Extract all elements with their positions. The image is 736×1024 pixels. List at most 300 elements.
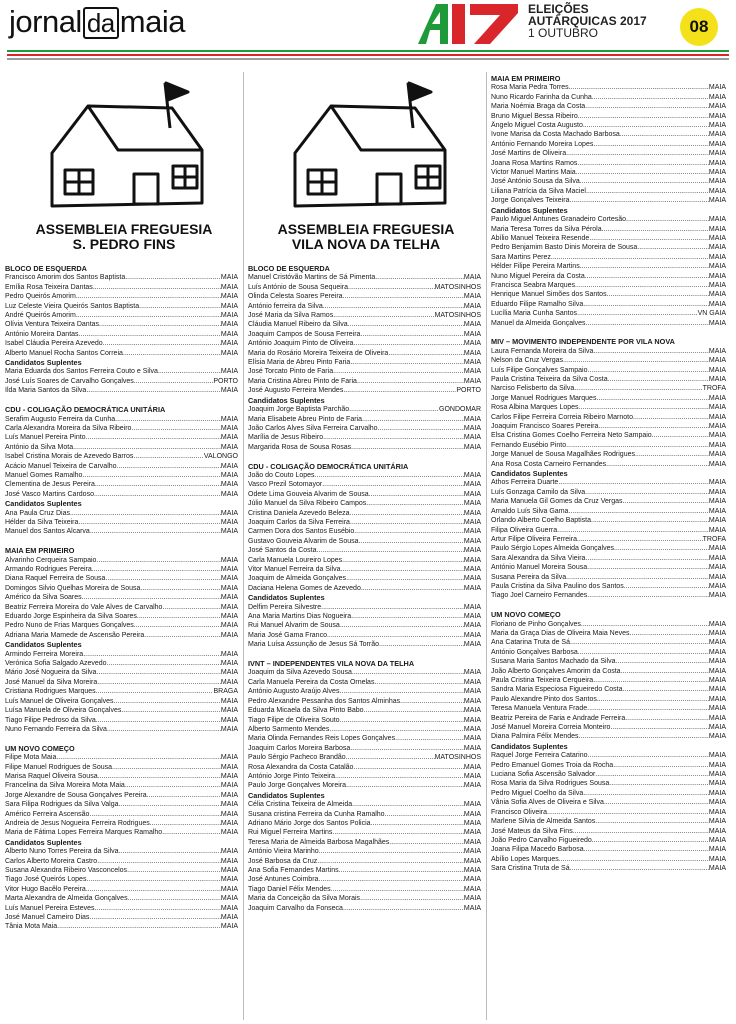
candidate-row	[248, 894, 481, 903]
candidate-municipality: MAIA	[708, 319, 726, 327]
candidate-name: José Maria da Silva Ramos	[248, 312, 334, 320]
candidate-municipality: MAIA	[463, 848, 481, 856]
candidate-municipality: MAIA	[463, 810, 481, 818]
candidate-name: Ana Rosa Costa Carneiro Fernandes	[491, 460, 607, 468]
candidate-name: José Barbosa da Cruz	[248, 857, 318, 865]
candidate-municipality: MAIA	[708, 404, 726, 412]
candidate-name: André Queirós Amorim	[5, 312, 76, 320]
dot-leader	[576, 168, 709, 177]
candidate-name: José Martins de Oliveira	[491, 150, 567, 158]
candidate-name: Beatriz Ferreira Moreira do Vale Alves de Carvalho	[5, 603, 163, 611]
page-number-badge: 08	[680, 8, 718, 46]
candidate-municipality: MATOSINHOS	[434, 312, 481, 320]
candidate-name: António Joaquim Pinto de Oliveira	[248, 340, 354, 348]
dot-leader	[630, 629, 709, 638]
candidate-municipality: PORTO	[213, 377, 238, 385]
dot-leader	[119, 800, 221, 809]
house-icon	[283, 78, 453, 223]
candidate-row	[491, 384, 726, 393]
candidate-name: Elísia Maria de Abreu Pinto Faria	[248, 359, 351, 367]
candidate-name: Maria da Conceição da Silva Morais	[248, 895, 361, 903]
candidate-municipality: MAIA	[220, 631, 238, 639]
candidate-municipality: MAIA	[708, 272, 726, 280]
candidate-name: Tiago Daniel Félix Mendes	[248, 885, 331, 893]
dot-leader	[379, 640, 464, 649]
candidate-row	[5, 857, 238, 866]
candidate-municipality: MAIA	[708, 394, 726, 402]
candidate-row	[5, 574, 238, 583]
candidate-name: Francisco Amorim dos Santos Baptista	[5, 274, 126, 282]
candidate-municipality: MAIA	[708, 451, 726, 459]
candidate-municipality: MAIA	[220, 415, 238, 423]
candidate-row	[491, 629, 726, 638]
candidate-name: Marta Alexandra de Almeida Gonçalves	[5, 895, 128, 903]
candidate-municipality: MAIA	[220, 613, 238, 621]
candidate-row	[491, 751, 726, 760]
candidate-row	[248, 339, 481, 348]
candidate-row	[5, 509, 238, 518]
candidate-name: António Moreira Dantas	[5, 330, 79, 338]
candidate-name: Manuel dos Santos Alcarva	[5, 528, 90, 536]
candidate-name: António Manuel Moreira Sousa	[491, 564, 588, 572]
candidate-municipality: MAIA	[708, 714, 726, 722]
dot-leader	[346, 574, 464, 583]
dot-leader	[595, 770, 709, 779]
candidate-name: Hélder da Silva Teixeira	[5, 518, 79, 526]
dot-leader	[82, 593, 221, 602]
candidate-municipality: MAIA	[708, 150, 726, 158]
candidate-municipality: MAIA	[463, 415, 481, 423]
candidate-municipality: MAIA	[708, 300, 726, 308]
dot-leader	[144, 631, 221, 640]
party-heading: MIV – MOVIMENTO INDEPENDENTE POR VILA NOVA	[491, 337, 675, 347]
candidate-municipality: MAIA	[220, 754, 238, 762]
candidate-name: Alberto Manuel Rocha Santos Correia	[5, 349, 123, 357]
candidate-row	[248, 716, 481, 725]
candidate-municipality: MAIA	[463, 518, 481, 526]
candidate-municipality: MAIA	[463, 669, 481, 677]
newspaper-logo	[9, 4, 185, 40]
dot-leader	[635, 450, 709, 459]
candidate-municipality: MAIA	[708, 517, 726, 525]
candidate-row	[5, 659, 238, 668]
candidate-municipality: MAIA	[708, 460, 726, 468]
section-gap	[491, 601, 726, 610]
party-heading: MAIA EM PRIMEIRO	[491, 74, 561, 83]
dot-leader	[331, 885, 464, 894]
candidate-row	[5, 584, 238, 593]
candidate-name: Joaquim Francisco Soares Pereira	[491, 423, 599, 431]
logo-text-pre: jornal	[9, 4, 82, 39]
candidate-name: Joaquim Carlos Moreira Barbosa	[248, 744, 351, 752]
candidate-municipality: MAIA	[220, 509, 238, 517]
column-divider	[486, 72, 487, 1020]
substitutes-heading: Candidatos Suplentes	[491, 205, 568, 215]
candidate-name: João Pedro Carvalho Figueiredo	[491, 836, 592, 844]
candidate-row	[491, 234, 726, 243]
dot-leader	[86, 875, 220, 884]
dot-leader	[588, 366, 709, 375]
candidate-row	[5, 292, 238, 301]
dot-leader	[79, 330, 221, 339]
dot-leader	[350, 518, 464, 527]
dot-leader	[388, 349, 464, 358]
candidate-municipality: MAIA	[708, 724, 726, 732]
candidate-municipality: MAIA	[708, 789, 726, 797]
candidate-row	[248, 828, 481, 837]
candidate-municipality: MAIA	[220, 678, 238, 686]
candidate-row	[248, 904, 481, 913]
dot-leader	[89, 810, 220, 819]
dot-leader	[360, 894, 464, 903]
candidate-municipality: VN GAIA	[697, 310, 726, 318]
candidate-name: Vasco Prezil Sotomayor	[248, 481, 323, 489]
candidate-row	[491, 281, 726, 290]
dot-leader	[569, 196, 708, 205]
candidate-name: Carlos Alberto Moreira Castro	[5, 857, 98, 865]
candidate-name: Nuno Miguel Pereira da Costa	[491, 272, 585, 280]
candidate-municipality: MAIA	[708, 846, 726, 854]
candidate-municipality: MAIA	[463, 566, 481, 573]
candidate-name: Pedro Emanuel Gomes Troia da Rocha	[491, 761, 614, 769]
candidate-row	[5, 490, 238, 499]
dot-leader	[333, 367, 464, 376]
dot-leader	[348, 320, 464, 329]
candidate-name: Filipe Mota Maia	[5, 754, 57, 762]
candidate-row	[491, 620, 726, 629]
candidate-row	[491, 159, 726, 168]
candidate-municipality: MAIA	[708, 225, 726, 233]
candidate-name: Susana Alexandra Ribeiro Vasconcelos	[5, 867, 128, 874]
candidate-municipality: MAIA	[463, 782, 481, 790]
candidate-row	[5, 922, 238, 931]
candidate-row	[491, 319, 726, 328]
candidate-municipality: MAIA	[708, 648, 726, 656]
candidate-name: António Jorge Pinto Teixeira	[248, 772, 336, 780]
assembly-title-line: S. PEDRO FINS	[72, 236, 176, 252]
candidate-row	[491, 563, 726, 572]
dot-leader	[162, 603, 220, 612]
party-heading: BLOCO DE ESQUERDA	[5, 264, 87, 273]
candidate-row	[5, 283, 238, 292]
candidate-name: António Fernando Moreira Lopes	[491, 140, 594, 148]
dot-leader	[128, 894, 221, 903]
candidate-municipality: MAIA	[220, 293, 238, 301]
candidate-row	[491, 149, 726, 158]
candidate-municipality: MAIA	[463, 434, 481, 442]
candidate-row	[248, 349, 481, 358]
dot-leader	[362, 415, 464, 424]
candidate-row	[248, 772, 481, 781]
candidate-municipality: MAIA	[220, 810, 238, 818]
candidate-municipality: MAIA	[463, 876, 481, 884]
candidate-name: Domingos Silvio Quelhas Moreira de Sousa	[5, 584, 141, 592]
house-icon	[40, 78, 210, 223]
candidate-name: António Gonçalves Barbosa	[491, 648, 578, 656]
candidate-row	[5, 725, 238, 734]
candidate-municipality: MAIA	[708, 677, 726, 684]
candidate-name: António ferreira da Silva	[248, 302, 323, 310]
party-heading: CDU - COLIGAÇÃO DEMOCRÁTICA UNITÁRIA	[5, 405, 166, 415]
candidate-name: Filipe Manuel Rodrigues de Sousa	[5, 763, 113, 771]
candidate-municipality: MAIA	[463, 359, 481, 367]
dot-leader	[578, 112, 709, 121]
assembly-title-line: ASSEMBLEIA FREGUESIA	[35, 221, 213, 237]
candidate-name: Paula Cristina da Silva Paulino dos Santos	[491, 582, 624, 590]
candidate-row	[5, 443, 238, 452]
candidate-municipality: MAIA	[220, 274, 238, 282]
candidate-name: José Manuel da Silva Moreira	[5, 678, 98, 686]
candidate-municipality: MAIA	[708, 441, 726, 449]
candidate-row	[248, 424, 481, 433]
dot-leader	[86, 433, 221, 442]
candidate-name: Susana Pereira da Silva	[491, 573, 567, 581]
candidate-row	[5, 415, 238, 424]
candidate-row	[491, 789, 726, 798]
candidate-name: Maria Eduarda dos Santos Ferreira Couto e Silva	[5, 368, 158, 376]
candidate-name: João Alberto Gonçalves Amorim da Costa	[491, 667, 621, 675]
candidate-row	[5, 311, 238, 320]
candidate-row	[248, 415, 481, 424]
dot-leader	[125, 273, 221, 282]
candidate-municipality: MAIA	[463, 500, 481, 508]
candidate-name: Tiago José Queirós Lopes	[5, 876, 87, 884]
candidate-row	[248, 509, 481, 518]
candidate-row	[248, 668, 481, 677]
candidate-municipality: MAIA	[220, 368, 238, 376]
candidate-row	[248, 781, 481, 790]
candidate-name: Luís Gonzaga Camilo da Silva	[491, 488, 586, 496]
dot-leader	[97, 678, 221, 687]
candidate-row	[5, 593, 238, 602]
candidate-municipality: PORTO	[456, 387, 481, 395]
dot-leader	[609, 779, 709, 788]
dot-leader	[375, 273, 464, 282]
candidate-row	[491, 855, 726, 864]
candidate-row	[491, 309, 726, 318]
candidate-name: Joaquim Campos de Sousa Ferreira	[248, 330, 361, 338]
candidate-municipality: MAIA	[708, 554, 726, 562]
candidate-name: Mário José Nogueira da Silva	[5, 669, 97, 677]
candidate-row	[491, 347, 726, 356]
dot-leader	[579, 403, 709, 412]
candidate-municipality: MAIA	[463, 377, 481, 385]
dot-leader	[103, 339, 221, 348]
candidate-row	[248, 612, 481, 621]
dot-leader	[131, 424, 220, 433]
candidate-row	[5, 791, 238, 800]
candidate-name: Tiago Filipe de Oliveira Souto	[248, 716, 340, 724]
candidate-name: Maria Luísa Assunção de Jesus Sá Torrão	[248, 641, 380, 649]
candidate-municipality: MAIA	[220, 518, 238, 526]
candidate-name: Teresa Maria de Almeida Barbosa Magalhães	[248, 838, 390, 846]
candidate-municipality: MAIA	[220, 867, 238, 874]
candidate-row	[5, 302, 238, 311]
dot-leader	[351, 443, 464, 452]
candidate-row	[5, 753, 238, 762]
dot-leader	[140, 584, 220, 593]
candidate-name: Joaquim Carlos da Silva Ferreira	[248, 518, 350, 526]
candidate-row	[491, 732, 726, 741]
candidate-municipality: MAIA	[708, 865, 726, 873]
candidate-row	[5, 621, 238, 630]
candidate-municipality: MAIA	[220, 914, 238, 922]
candidate-name: Raquel Jorge Ferreira Catarino	[491, 752, 588, 760]
candidate-municipality: MAIA	[463, 904, 481, 912]
dot-leader	[147, 791, 221, 800]
candidate-name: Floriano de Pinho Gonçalves	[491, 620, 581, 628]
candidate-row	[248, 518, 481, 527]
candidate-municipality: MAIA	[708, 140, 726, 148]
substitutes-heading: Candidatos Suplentes	[248, 790, 325, 800]
candidate-name: Vitor Hugo Bacêlo Pereira	[5, 885, 86, 893]
candidate-municipality: MATOSINHOS	[434, 283, 481, 291]
candidate-name: Adriano Mário Jorge dos Santos Policia	[248, 819, 371, 827]
candidate-municipality: MAIA	[220, 443, 238, 451]
candidate-name: Joaquim Carvalho da Fonseca	[248, 904, 343, 912]
candidate-municipality: MAIA	[220, 819, 238, 827]
dot-leader	[621, 667, 709, 676]
candidate-row	[491, 375, 726, 384]
candidate-name: Tânia Mota Maia	[5, 923, 58, 931]
candidate-municipality: MAIA	[220, 725, 238, 733]
section-gap	[248, 452, 481, 461]
candidate-row	[248, 546, 481, 555]
candidate-name: Paulo Sérgio Lopes Almeida Gonçalves	[491, 545, 614, 553]
candidate-name: Paulo Sérgio Pacheco Brandão	[248, 754, 346, 762]
candidate-municipality: MAIA	[463, 631, 481, 639]
candidate-row	[5, 847, 238, 856]
candidate-row	[5, 810, 238, 819]
candidate-municipality: MAIA	[220, 876, 238, 884]
candidate-row	[491, 676, 726, 685]
candidate-row	[5, 894, 238, 903]
dot-leader	[134, 621, 221, 630]
candidate-row	[491, 93, 726, 102]
candidate-name: Marisa Raquel Oliveira Sousa	[5, 772, 98, 780]
candidate-municipality: MAIA	[220, 283, 238, 291]
candidate-row	[491, 535, 726, 544]
candidate-name: Paulo Alexandre Pinto dos Santos	[491, 695, 597, 703]
candidate-row	[491, 272, 726, 281]
candidate-municipality: MAIA	[708, 112, 726, 120]
candidate-row	[248, 358, 481, 367]
dot-leader	[395, 734, 464, 743]
candidate-municipality: MAIA	[708, 526, 726, 534]
dot-leader	[360, 330, 463, 339]
candidate-row	[248, 527, 481, 536]
candidate-municipality: MAIA	[708, 244, 726, 252]
dot-leader	[86, 885, 221, 894]
candidate-name: Diana Palmira Félix Mendes	[491, 733, 579, 741]
candidate-municipality: MAIA	[708, 592, 726, 600]
dot-leader	[616, 657, 709, 666]
substitutes-heading: Candidatos Suplentes	[5, 499, 82, 509]
dot-leader	[318, 875, 463, 884]
candidate-row	[5, 772, 238, 781]
dot-leader	[592, 93, 709, 102]
candidate-row	[5, 349, 238, 358]
candidate-municipality: MAIA	[220, 424, 238, 432]
candidate-row	[248, 687, 481, 696]
candidate-name: José Antunes Coimbra	[248, 876, 319, 884]
candidate-municipality: MAIA	[463, 424, 481, 432]
dot-leader	[83, 650, 221, 659]
candidate-row	[491, 695, 726, 704]
candidate-municipality: MAIA	[463, 443, 481, 451]
candidate-municipality: MAIA	[708, 582, 726, 590]
party-heading: BLOCO DE ESQUERDA	[248, 264, 330, 273]
candidate-name: Delfim Pereira Silvestre	[248, 603, 322, 611]
candidate-row	[491, 544, 726, 553]
candidate-name: Pedro Nuno de Frias Marques Gonçalves	[5, 622, 134, 630]
candidate-name: Joaquim Jorge Baptista Parchão	[248, 406, 350, 414]
candidate-name: Luz Celeste Vieira Queirós Santos Baptista	[5, 302, 140, 310]
candidate-municipality: MAIA	[463, 330, 481, 338]
candidate-row	[248, 866, 481, 875]
candidate-name: Tiago Joel Carneiro Fernandes	[491, 592, 588, 600]
candidate-name: Joaquim da Silva Azevedo Sousa	[248, 669, 352, 677]
candidate-row	[5, 527, 238, 536]
candidate-name: Maria Olinda Fernandes Reis Lopes Gonçalves	[248, 735, 396, 743]
candidate-municipality: MAIA	[708, 187, 726, 195]
page-header	[0, 0, 736, 64]
dot-leader	[137, 612, 221, 621]
dot-leader	[353, 339, 463, 348]
dot-leader	[357, 377, 464, 386]
dot-leader	[92, 565, 221, 574]
candidate-name: Ivone Marisa da Costa Machado Barbosa	[491, 131, 620, 139]
candidate-name: Orlando Alberto Coelho Baptista	[491, 517, 592, 525]
candidate-row	[5, 603, 238, 612]
candidate-municipality: MAIA	[708, 545, 726, 553]
dot-leader	[127, 866, 221, 875]
candidate-name: Luís Filipe Gonçalves Sampaio	[491, 366, 588, 374]
candidate-row	[491, 648, 726, 657]
candidate-row	[491, 394, 726, 403]
candidate-name: José Manuel Moreira Correia Monteiro	[491, 724, 611, 732]
candidate-name: José Mateus da Silva Fins	[491, 827, 573, 835]
candidate-name: Rosa Maria Pedra Torres	[491, 84, 569, 92]
candidate-municipality: MAIA	[708, 686, 726, 694]
assembly-title-s-pedro-fins	[24, 222, 224, 252]
candidate-municipality: MAIA	[220, 471, 238, 479]
candidate-row	[491, 366, 726, 375]
candidate-municipality: MAIA	[708, 291, 726, 299]
candidate-name: Gustavo Gouveia Alvarim de Sousa	[248, 537, 359, 545]
candidate-name: Cláudia Manuel Ribeiro da Silva	[248, 321, 348, 329]
candidate-row	[491, 526, 726, 535]
candidate-municipality: MAIA	[220, 603, 238, 611]
candidate-name: Marília de Jesus Ribeiro	[248, 434, 324, 442]
dot-leader	[339, 866, 464, 875]
column-divider	[243, 72, 244, 1020]
candidate-municipality: MAIA	[463, 735, 481, 743]
dot-leader	[340, 565, 463, 574]
candidate-name: Alberto Nuno Torres Pereira da Silva	[5, 848, 119, 856]
candidate-municipality: MAIA	[463, 678, 481, 686]
dot-leader	[369, 490, 464, 499]
dot-leader	[90, 527, 221, 536]
candidate-municipality: MAIA	[463, 857, 481, 865]
candidate-municipality: MAIA	[708, 733, 726, 741]
candidate-row	[5, 452, 238, 461]
dot-leader	[366, 499, 464, 508]
dot-leader	[592, 836, 709, 845]
dot-leader	[374, 678, 463, 687]
candidate-municipality: MAIA	[463, 481, 481, 489]
dot-leader	[350, 744, 464, 753]
